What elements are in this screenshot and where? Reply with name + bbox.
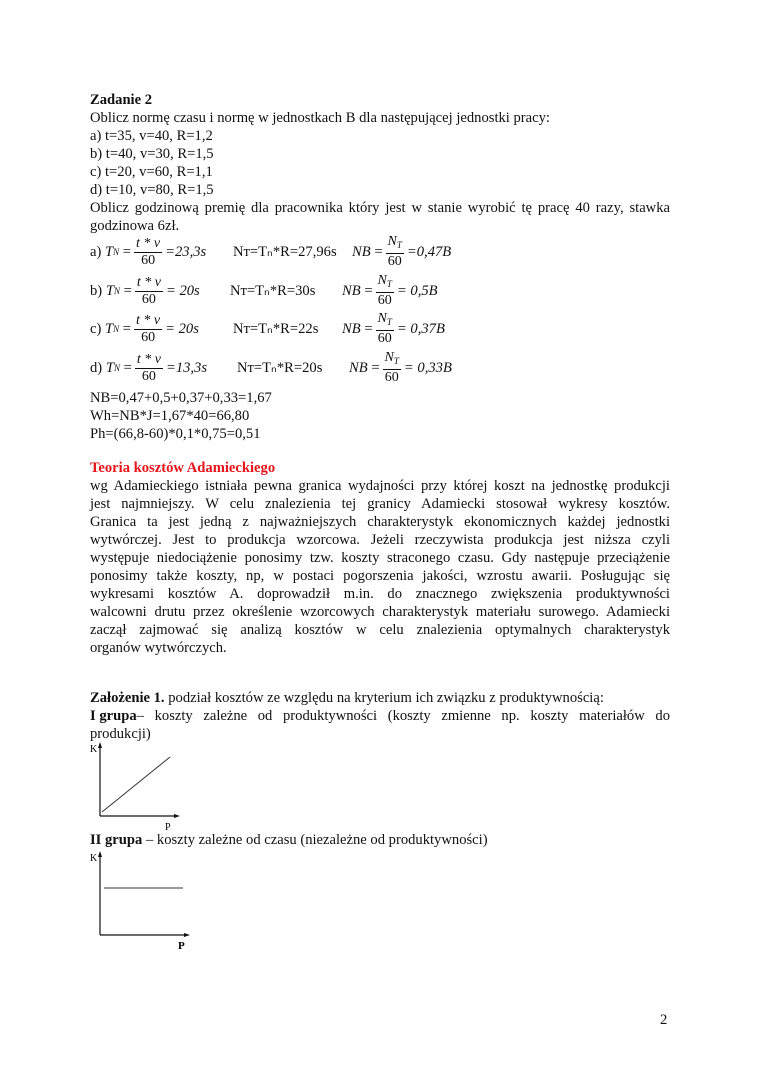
tn-formula (90, 349, 207, 387)
assumption-section (90, 689, 670, 743)
group2 (90, 831, 670, 849)
tn-result: = 20s (165, 320, 199, 337)
fraction (135, 352, 163, 385)
fraction (376, 273, 394, 309)
nb-symbol: NB (342, 320, 361, 337)
task-section (90, 91, 670, 235)
nb-formula (349, 349, 452, 387)
variable-cost-line (102, 757, 170, 812)
theory-line: zaczął zajmować się analizą kosztów w celu znalezienia optymalnych charakterystyk (90, 622, 670, 638)
x-arrow-icon (184, 933, 190, 937)
fraction (134, 313, 162, 346)
tn-sub: N (113, 363, 120, 373)
equals: = (364, 282, 373, 299)
tn-result: =23,3s (165, 243, 207, 260)
theory-line: walcowni drutu przez określenie wzorcowych charakterystyk materiału surowego. Adamiecki (90, 604, 670, 620)
group2-text: – koszty zależne od czasu (niezależne od produktywności) (142, 832, 488, 848)
assumption-title: Założenie 1. (90, 690, 165, 706)
row-label: c) (90, 320, 102, 337)
graph-group2 (90, 849, 200, 952)
nb-result: =0,47B (406, 243, 452, 260)
page-number: 2 (660, 1012, 668, 1028)
assumption-text: podział kosztów ze względu na kryterium ich związku z produktywnością: (164, 690, 604, 706)
theory-line: wykresami kosztów A. doprowadził m.in. do znacznego zwiększenia produktywności (90, 586, 670, 602)
nt-formula: Nᴛ=Tₙ*R=30s (230, 283, 316, 299)
numerator-sub: T (386, 317, 392, 327)
numerator: t * v (136, 274, 161, 290)
denominator: 60 (141, 252, 156, 268)
denominator: 60 (141, 329, 156, 345)
equals: = (364, 320, 373, 337)
nt-formula: Nᴛ=Tₙ*R=27,96s (233, 244, 337, 260)
tn-result: = 20s (165, 282, 200, 299)
x-arrow-icon (174, 814, 180, 818)
numerator: N (387, 234, 397, 249)
fraction (386, 234, 404, 270)
denominator: 60 (377, 331, 392, 346)
theory-line: występuje niedociążenie ponosimy tzw. koszty straconego czasu. Gdy następuje przeciążenie (90, 550, 670, 566)
task-line: d) t=10, v=80, R=1,5 (90, 182, 214, 198)
nb-formula (352, 233, 451, 271)
group2-title: II grupa (90, 832, 143, 848)
graph-y-label: K (90, 744, 98, 755)
denominator: 60 (377, 293, 392, 308)
denominator: 60 (141, 291, 156, 307)
numerator: t * v (136, 312, 161, 328)
task-line: Oblicz normę czasu i normę w jednostkach B dla następującej jednostki pracy: (90, 110, 550, 126)
task-line: c) t=20, v=60, R=1,1 (90, 164, 213, 180)
tn-sub: N (113, 324, 120, 334)
nb-result: = 0,33B (403, 359, 452, 376)
numerator-sub: T (396, 240, 402, 250)
tn-symbol: T (105, 282, 114, 299)
theory-line: wg Adamieckiego istniała pewna granica wydajności przy której koszt na jednostkę produkcji (90, 478, 670, 494)
tn-symbol: T (105, 359, 114, 376)
nb-symbol: NB (349, 359, 368, 376)
graph-x-label: P (178, 940, 185, 952)
task-title: Zadanie 2 (90, 92, 153, 108)
theory-line: Granica ta jest jedną z najważniejszych charakterystyk ekonomicznych każdej jednostki (90, 514, 670, 530)
numerator: N (377, 273, 387, 288)
nb-symbol: NB (342, 282, 361, 299)
nb-formula (342, 272, 438, 310)
denominator: 60 (141, 368, 156, 384)
theory-line: wytwórczej. Jest to produkcja wzorcowa. Jeżeli rzeczywista produkcja jest niższa czyli (90, 532, 670, 548)
fraction (135, 275, 163, 308)
nt-formula: Nᴛ=Tₙ*R=20s (237, 360, 323, 376)
tn-symbol: T (105, 243, 114, 260)
results (90, 389, 670, 443)
numerator: t * v (136, 235, 161, 251)
tn-formula (90, 272, 200, 310)
row-label: d) (90, 359, 103, 376)
result-line: Ph=(66,8-60)*0,1*0,75=0,51 (90, 426, 261, 442)
denominator: 60 (387, 254, 402, 269)
group1-title: I grupa (90, 708, 137, 724)
question-line: Oblicz godzinową premię dla pracownika który jest w stanie wyrobić tę pracę 40 razy, stawka (90, 200, 670, 216)
graph-group1 (90, 742, 190, 837)
numerator-sub: T (386, 279, 392, 289)
numerator: N (384, 350, 394, 365)
question-line: godzinowa 6zł. (90, 218, 180, 234)
group1-text-cont: produkcji) (90, 726, 151, 742)
equals: = (122, 243, 132, 260)
numerator: N (377, 311, 387, 326)
tn-formula (90, 310, 199, 348)
row-label: b) (90, 282, 103, 299)
nb-symbol: NB (352, 243, 371, 260)
tn-result: =13,3s (165, 359, 208, 376)
nb-result: = 0,37B (396, 320, 445, 337)
equals: = (123, 282, 132, 299)
theory-line: jest najmniejszy. W celu znalezienia tej granicy Adamiecki stosował wykresy kosztów. (90, 496, 670, 512)
y-arrow-icon (98, 742, 102, 748)
fraction (134, 236, 162, 269)
group1-text: – koszty zależne od produktywności (koszty zmienne np. koszty materiałów do (136, 708, 670, 724)
task-line: a) t=35, v=40, R=1,2 (90, 128, 213, 144)
equals: = (122, 320, 132, 337)
row-label: a) (90, 243, 102, 260)
fraction (376, 311, 394, 347)
graph-y-label: K (90, 853, 98, 864)
equals: = (123, 359, 132, 376)
tn-symbol: T (105, 320, 114, 337)
equals: = (374, 243, 383, 260)
nb-formula (342, 310, 445, 348)
theory-section (90, 459, 670, 657)
nt-formula: Nᴛ=Tₙ*R=22s (233, 321, 319, 337)
theory-title: Teoria kosztów Adamieckiego (90, 460, 276, 476)
graph-x-label: P (165, 822, 171, 833)
tn-sub: N (113, 286, 120, 296)
theory-line: ponosimy także koszty, np, w postaci pogorszenia jakości, wzrostu awarii. Posługując się (90, 568, 670, 584)
task-line: b) t=40, v=30, R=1,5 (90, 146, 214, 162)
numerator: t * v (136, 351, 161, 367)
result-line: NB=0,47+0,5+0,37+0,33=1,67 (90, 390, 272, 406)
y-arrow-icon (98, 851, 102, 857)
tn-formula (90, 233, 206, 271)
theory-line: organów wytwórczych. (90, 640, 227, 656)
result-line: Wh=NB*J=1,67*40=66,80 (90, 408, 250, 424)
numerator-sub: T (393, 356, 399, 366)
equals: = (371, 359, 380, 376)
nb-result: = 0,5B (396, 282, 438, 299)
fraction (383, 350, 401, 386)
tn-sub: N (113, 247, 120, 257)
denominator: 60 (384, 370, 399, 385)
